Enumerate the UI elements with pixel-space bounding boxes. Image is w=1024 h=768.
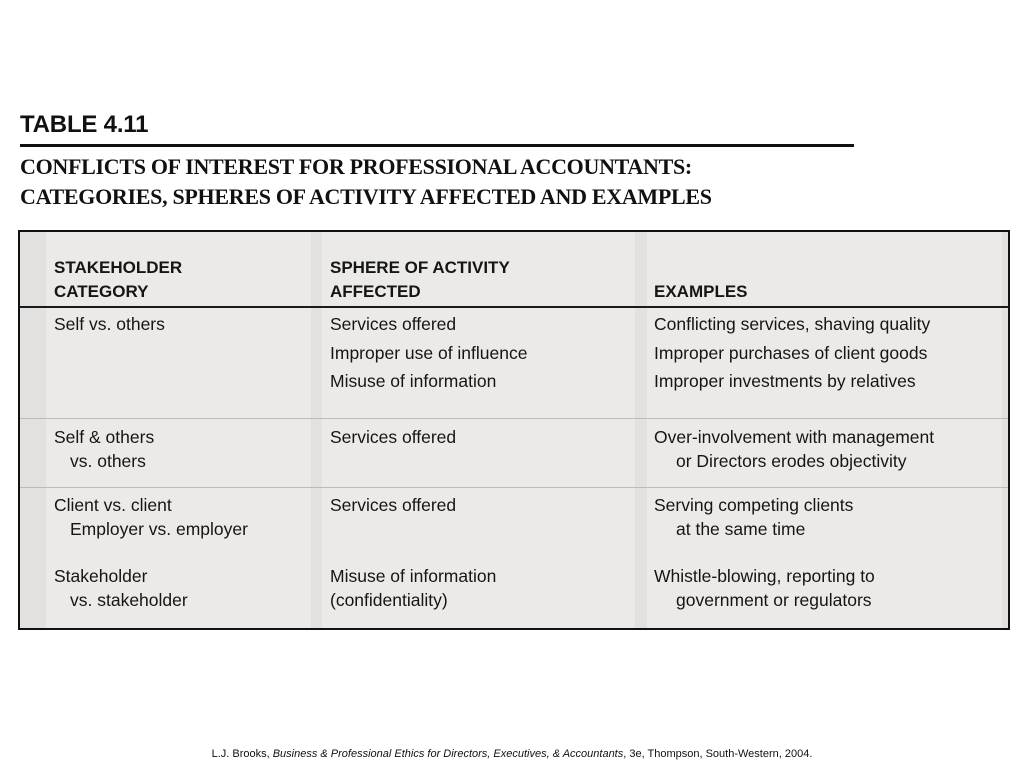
cell-line: at the same time [676,519,806,539]
header-text: AFFECTED [330,282,421,301]
citation-book-title: Business & Professional Ethics for Directors, Executives, & Accountants [272,748,624,760]
table-title-line-1: CONFLICTS OF INTEREST FOR PROFESSIONAL ACCOUNTANTS: [20,154,692,179]
cell-line: Misuse of information [330,566,497,586]
cell-line: Improper investments by relatives [654,371,916,391]
cell-line: Serving competing clients [654,495,854,515]
row-divider [20,487,1008,488]
row-2-stakeholder [54,425,154,473]
row-2-examples [654,425,934,473]
cell-line: Whistle-blowing, reporting to [654,566,875,586]
header-examples [654,280,748,304]
cell-line: Client vs. client [54,495,172,515]
header-text: STAKEHOLDER [54,258,183,277]
header-text: EXAMPLES [654,282,748,301]
cell-line: Misuse of information [330,371,497,391]
row-2-sphere [330,425,456,449]
header-stakeholder-category [54,256,182,304]
cell-line: Self & others [54,427,155,447]
cell-line: Improper use of influence [330,342,528,363]
cell-line: Self vs. others [54,314,165,334]
row-divider [20,418,1008,419]
header-text: CATEGORY [54,282,149,301]
cell-line: Conflicting services, shaving quality [654,314,931,334]
cell-line: vs. stakeholder [70,590,188,610]
cell-line: government or regulators [676,590,872,610]
title-rule [20,144,854,147]
header-sphere-of-activity [330,256,510,304]
header-text: SPHERE OF ACTIVITY [330,258,510,277]
row-4-stakeholder [54,564,188,612]
row-4-examples [654,564,875,612]
cell-line: Services offered [330,314,457,334]
source-citation [0,748,1024,760]
table-title-line-2: CATEGORIES, SPHERES OF ACTIVITY AFFECTED AND EXAMPLES [20,184,712,209]
row-1-stakeholder [54,310,165,339]
citation-author: L.J. Brooks, [211,748,273,760]
citation-details: , 3e, Thompson, South-Western, 2004. [623,748,813,760]
cell-line: Services offered [330,427,457,447]
conflicts-table [18,230,1010,630]
cell-line: or Directors erodes objectivity [676,451,907,471]
row-3-sphere [330,493,456,517]
row-1-sphere [330,310,527,396]
cell-line: vs. others [70,451,146,471]
row-3-examples [654,493,853,541]
table-title [20,152,920,212]
row-1-examples [654,310,930,396]
cell-line: (confidentiality) [330,590,448,610]
row-3-stakeholder [54,493,248,541]
cell-line: Improper purchases of client goods [654,342,928,363]
cell-line: Stakeholder [54,566,148,586]
cell-line: Over-involvement with management [654,427,935,447]
row-4-sphere [330,564,496,612]
table-label: TABLE 4.11 [20,111,149,138]
cell-line: Services offered [330,495,457,515]
cell-line: Employer vs. employer [70,519,248,539]
header-divider [20,306,1008,308]
